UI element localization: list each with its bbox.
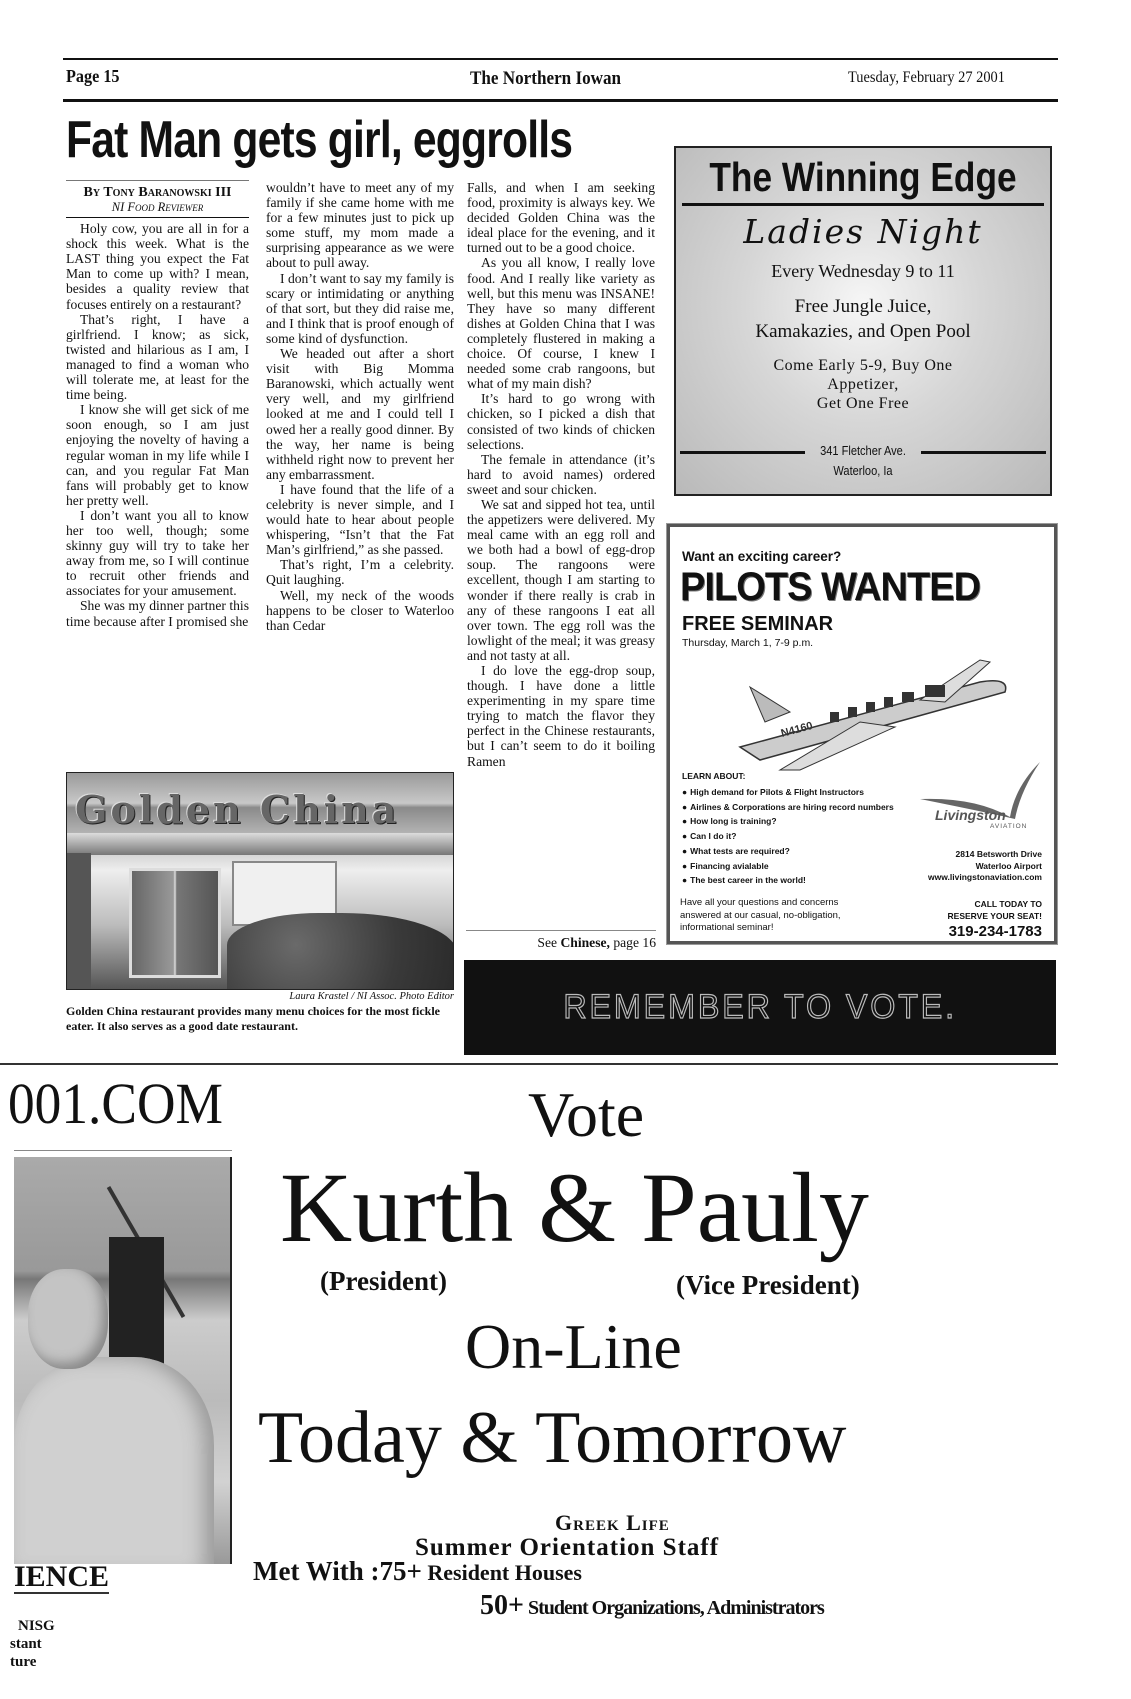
side-line: ture — [10, 1654, 37, 1670]
website-link[interactable]: www.livingstonaviation.com — [928, 872, 1042, 882]
role-president: (President) — [320, 1266, 447, 1296]
ad-offer-line: Free Jungle Juice, — [794, 296, 932, 317]
section-divider — [0, 1063, 1058, 1065]
paragraph: That’s right, I have a girlfriend. I know; as sick, twisted and hilarious as I am, I managed to find a woman who will tolerate me, at least for the time being. — [66, 311, 249, 403]
article-headline: Fat Man gets girl, eggrolls — [66, 111, 573, 169]
portrait-top-rule — [14, 1150, 232, 1151]
issue-date: Tuesday, February 27 2001 — [848, 69, 1005, 86]
continuation-rule — [466, 930, 656, 931]
svg-text:N4160: N4160 — [779, 719, 815, 740]
portrait-head — [28, 1269, 108, 1369]
fifty-prefix: 50+ — [480, 1590, 524, 1621]
pilots-wanted-ad — [667, 524, 1057, 944]
company-logo-name: Livingston — [935, 807, 1006, 823]
phone-number[interactable]: 319-234-1783 — [948, 923, 1042, 940]
byline-top-rule — [66, 180, 249, 181]
golden-china-photo — [66, 772, 454, 990]
ad-subhead: FREE SEMINAR — [682, 613, 834, 635]
paragraph: As you all know, I really love food. And I really like variety as well, but this menu was INSANE! They have so many different dishes at Golden China that I was completely flustered in making a choice. Of course, I knew I needed some crab rangoons, but what of my main dish? — [467, 255, 655, 392]
photo-credit: Laura Krastel / NI Assoc. Photo Editor — [289, 991, 454, 1002]
list-item: ● Airlines & Corporations are hiring record numbers — [682, 800, 894, 815]
ad-address: 341 Fletcher Ave. — [820, 443, 906, 458]
ad-promo-line: Get One Free — [816, 395, 910, 412]
ad-city: Waterloo, Ia — [833, 463, 893, 478]
paragraph: I have found that the life of a celebrity is never simple, and I would hate to hear about people whispering, “Isn’t that the Fat Man’s girlfriend,” as she passed. — [266, 481, 454, 558]
ad-offer-line: Kamakazies, and Open Pool — [755, 321, 971, 342]
url-fragment: 001.COM — [8, 1071, 223, 1136]
portrait-body — [14, 1357, 214, 1564]
paragraph: We sat and sipped hot tea, until the appetizers were delivered. My meal came with an egg roll and we both had a bowl of egg-drop soup. The rangoons were excellent, though I am starting to wonder if there really is crab in any of these rangoons I eat all over town. The egg roll was the lowlight of the meal; it was greasy and not tasty at all. — [467, 496, 656, 663]
byline: By Tony Baranowski III — [83, 185, 232, 200]
ad-tagline: Want an exciting career? — [682, 549, 842, 564]
ad-title-rule — [682, 203, 1044, 206]
side-line: stant — [10, 1636, 42, 1652]
ad-promo-line: Come Early 5-9, Buy One — [773, 357, 953, 374]
role-vice-president: (Vice President) — [676, 1270, 860, 1300]
airplane-icon — [720, 642, 1020, 772]
paragraph: I don’t want you all to know her too well, though; some skinny guy will try to take her away from me, so I will continue to recruit other friends and associates for your amusement. — [66, 507, 249, 599]
call-line: CALL TODAY TO — [974, 899, 1042, 909]
remember-to-vote-banner — [464, 960, 1056, 1055]
list-item: ● How long is training? — [682, 814, 894, 829]
questions-line: Have all your questions and concerns — [680, 897, 839, 908]
paragraph: Well, my neck of the woods happens to be closer to Waterloo than Cedar — [266, 587, 454, 633]
call-to-action — [948, 899, 1042, 922]
article-column-3 — [467, 180, 655, 769]
photo-caption: Golden China restaurant provides many menu choices for the most fickle eater. It also serves as a good date restaurant. — [66, 1004, 440, 1033]
address-line: Waterloo Airport — [975, 860, 1042, 871]
greek-life: Greek Life — [555, 1510, 670, 1535]
paragraph: Falls, and when I am seeking food, proximity is always key. We decided Golden China was the ideal place for the evening, and it turned out to be a good choice. — [467, 180, 655, 256]
list-item: ● Can I do it? — [682, 829, 894, 844]
list-item: ● High demand for Pilots & Flight Instructors — [682, 785, 894, 800]
fifty-suffix: Student Organizations, Administrators — [523, 1597, 824, 1619]
paragraph: I do love the egg-drop soup, though. I have done a little experimenting in my spare time trying to match the flavor they perfect in the Chinese restaurants, but I can’t seem to do it boiling Ramen — [467, 663, 655, 769]
call-line: RESERVE YOUR SEAT! — [947, 910, 1042, 921]
paragraph: wouldn’t have to meet any of my family if she came home with me for a few minutes just to pick up some stuff, my mom made a surprising appearance as we were about to pull away. — [266, 180, 454, 271]
learn-about-label: LEARN ABOUT: — [682, 771, 746, 781]
photo-shrubs — [227, 913, 454, 990]
paragraph: I know she will get sick of me soon enough, so I am just enjoying the novelty of having a regular woman in my life while I can, and you regular Fat Man fans will probably get to know her pretty well. — [66, 402, 249, 508]
article-column-2 — [266, 180, 454, 633]
candidate-names: Kurth & Pauly — [280, 1152, 869, 1263]
ad-title: The Winning Edge — [709, 154, 1017, 200]
photo-sign-text: Golden China — [75, 787, 400, 832]
list-item: ● Financing avialable — [682, 859, 894, 874]
met-with-line — [253, 1556, 582, 1587]
list-item: ● The best career in the world! — [682, 873, 894, 888]
ad-promo — [676, 356, 1050, 413]
newspaper-title: The Northern Iowan — [470, 68, 622, 89]
online-heading: On-Line — [465, 1311, 682, 1382]
orientation-staff: Summer Orientation Staff — [415, 1534, 720, 1561]
paragraph: Holy cow, you are all in for a shock this week. What is the LAST thing you expect the Fat Man to come up with? I mean, besides a quality review that focuses entirely on a restaurant? — [66, 221, 249, 312]
met-with-prefix: Met With :75+ — [253, 1556, 422, 1586]
continuation-link[interactable] — [466, 935, 656, 951]
paragraph: I don’t want to say my family is scary or intimidating or anything of that sort, but they did raise me, and I think that is proof enough of some kind of dysfunction. — [266, 270, 454, 346]
side-heading: IENCE — [14, 1560, 110, 1593]
winning-edge-ad — [674, 146, 1052, 496]
organizations-line — [480, 1590, 824, 1622]
continuation-target: Chinese, — [560, 935, 610, 950]
questions-line: informational seminar! — [680, 922, 774, 933]
masthead-bottom-rule — [63, 99, 1058, 102]
list-item: ● What tests are required? — [682, 844, 894, 859]
continuation-prefix: See — [537, 935, 561, 950]
masthead-top-rule — [63, 58, 1058, 60]
photo-awning — [67, 833, 453, 855]
ad-headline: PILOTS WANTED — [680, 565, 981, 609]
questions-line: answered at our casual, no-obligation, — [680, 909, 841, 921]
paragraph: We headed out after a short visit with Big Momma Baranowski, which actually went very well, and my girlfriend looked at me and I could tell I owed her a really good dinner. By the way, her name is being withheld right now to prevent her any embarrassment. — [266, 346, 454, 482]
paragraph: The female in attendance (it’s hard to avoid names) ordered sweet and sour chicken. — [467, 451, 655, 497]
side-line: NISG — [18, 1618, 55, 1634]
photo-wall — [67, 853, 91, 990]
met-with-suffix: Resident Houses — [421, 1560, 582, 1585]
learn-about-list — [682, 785, 894, 888]
byline-title: NI Food Reviewer — [66, 200, 249, 218]
candidate-portrait — [14, 1157, 232, 1564]
banner-text: REMEMBER TO VOTE. — [563, 988, 957, 1026]
vote-heading: Vote — [528, 1079, 645, 1150]
address-line: 2814 Betsworth Drive — [955, 849, 1042, 859]
when-heading: Today & Tomorrow — [258, 1397, 847, 1479]
seminar-date: Thursday, March 1, 7-9 p.m. — [682, 637, 814, 649]
article-column-1 — [66, 180, 249, 629]
company-address — [928, 849, 1042, 884]
questions-text — [680, 897, 841, 935]
ad-subtitle: Ladies Night — [743, 212, 983, 251]
paragraph: She was my dinner partner this time because after I promised she — [66, 598, 249, 629]
paragraph: It’s hard to go wrong with chicken, so I picked a dish that consisted of two kinds of chicken selections. — [467, 391, 655, 452]
ad-promo-line: Appetizer, — [827, 376, 899, 393]
ad-schedule: Every Wednesday 9 to 11 — [771, 261, 955, 281]
ad-offer — [676, 294, 1050, 344]
page-number: Page 15 — [66, 66, 120, 86]
photo-door — [129, 868, 221, 978]
paragraph: That’s right, I’m a celebrity. Quit laughing. — [266, 557, 454, 588]
company-logo-sub: AVIATION — [990, 823, 1028, 830]
continuation-page: page 16 — [609, 935, 656, 950]
